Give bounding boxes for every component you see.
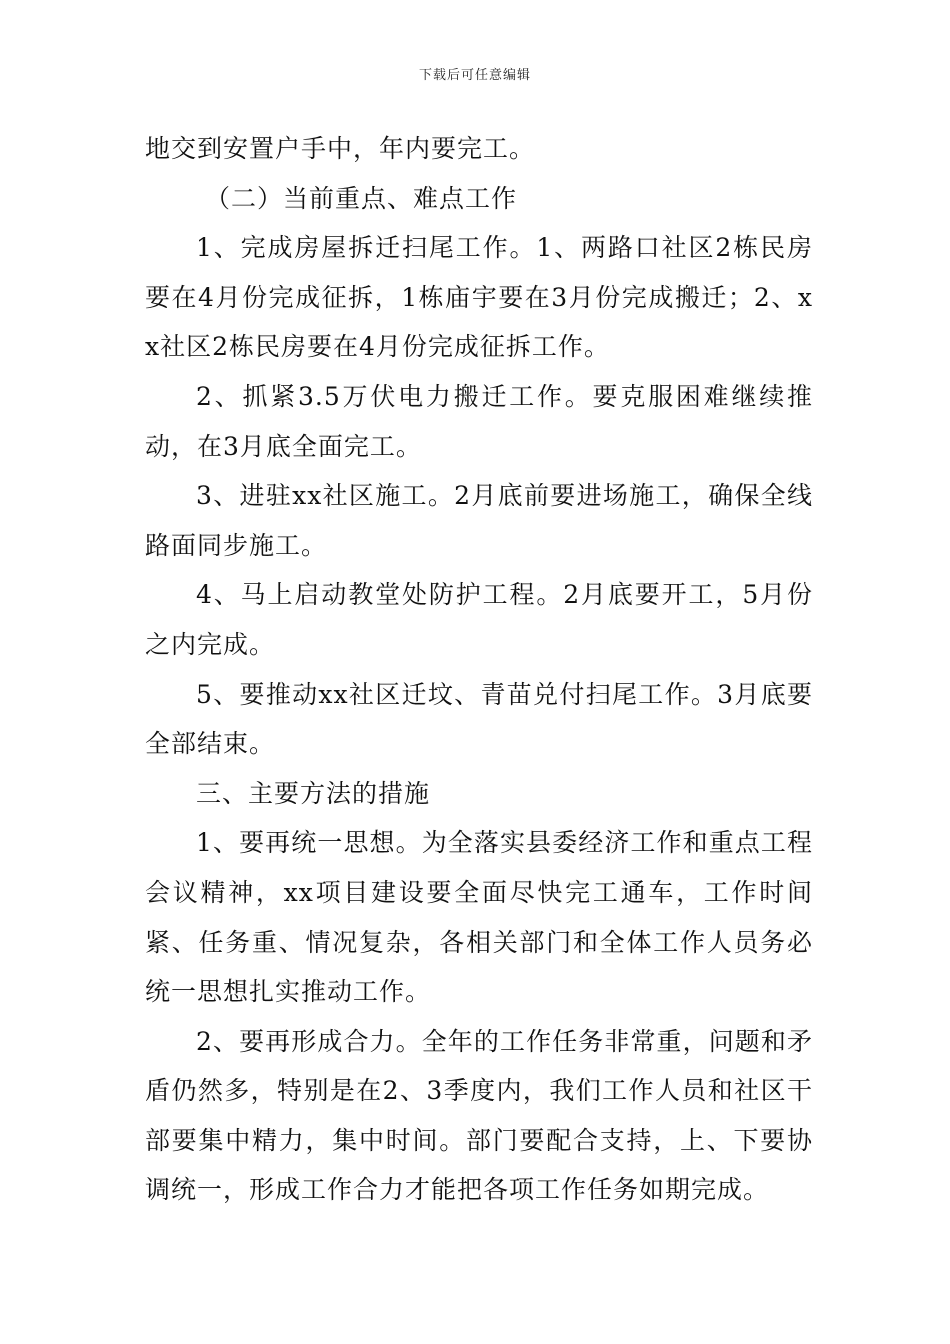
paragraph-item-4: 4、马上启动教堂处防护工程。2月底要开工，5月份之内完成。: [145, 580, 813, 659]
document-body: [145, 124, 813, 1215]
section-heading-measures: 三、主要方法的措施: [196, 778, 431, 808]
paragraph-item-5: 5、要推动xx社区迁坟、青苗兑付扫尾工作。3月底要全部结束。: [145, 679, 813, 759]
paragraph-item-1: 1、完成房屋拆迁扫尾工作。1、两路口社区2栋民房要在4月份完成征拆，1栋庙宇要在3月份完成搬迁；2、xx社区2栋民房要在4月份完成征拆工作。: [145, 233, 813, 362]
paragraph-measure-2: 2、要再形成合力。全年的工作任务非常重，问题和矛盾仍然多，特别是在2、3季度内，我们工作人员和社区干部要集中精力，集中时间。部门要配合支持，上、下要协调统一，形成工作合力才能把各项工作任务如期完成。: [145, 1026, 813, 1205]
paragraph-continuation: 地交到安置户手中，年内要完工。: [145, 134, 536, 163]
paragraph-item-3: 3、进驻xx社区施工。2月底前要进场施工，确保全线路面同步施工。: [145, 481, 813, 560]
section-heading-key-tasks: （二）当前重点、难点工作: [205, 183, 518, 213]
paragraph-measure-1: 1、要再统一思想。为全落实县委经济工作和重点工程会议精神，xx项目建设要全面尽快完工通车，工作时间紧、任务重、情况复杂，各相关部门和全体工作人员务必统一思想扎实推动工作。: [145, 828, 813, 1007]
paragraph-item-2: 2、抓紧3.5万伏电力搬迁工作。要克服困难继续推动，在3月底全面完工。: [145, 381, 813, 461]
page-header-note: 下载后可任意编辑: [418, 68, 531, 83]
